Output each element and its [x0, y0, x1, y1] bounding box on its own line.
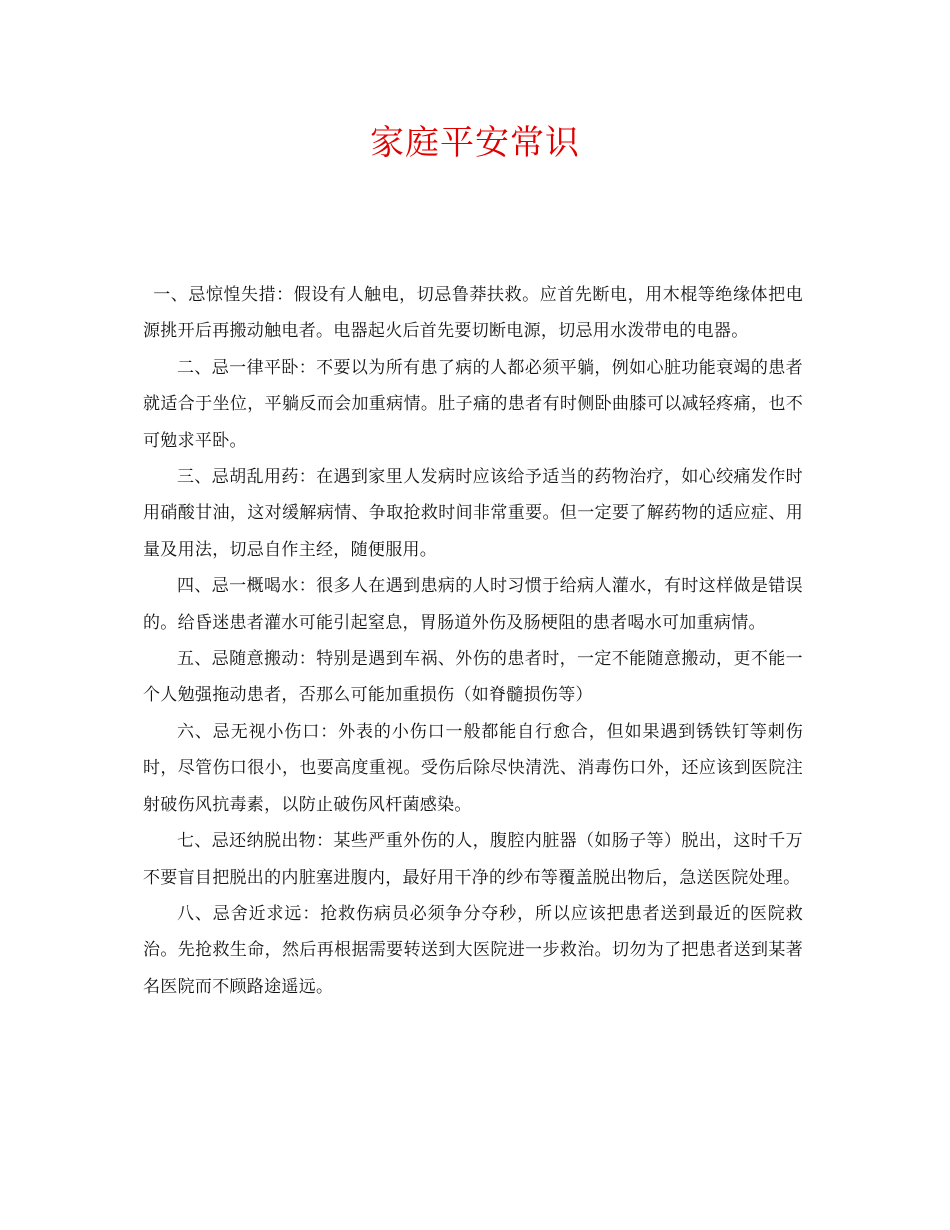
paragraph-6: 六、忌无视小伤口：外表的小伤口一般都能自行愈合，但如果遇到锈铁钉等刺伤时，尽管伤口很小，也要高度重视。受伤后除尽快清洗、消毒伤口外，还应该到医院注射破伤风抗毒素，以防止破伤风杆菌感染。 [143, 721, 803, 815]
paragraph-7: 七、忌还纳脱出物：某些严重外伤的人，腹腔内脏器（如肠子等）脱出，这时千万不要盲目把脱出的内脏塞进腹内，最好用干净的纱布等覆盖脱出物后，急送医院处理。 [143, 831, 803, 888]
paragraph-4: 四、忌一概喝水：很多人在遇到患病的人时习惯于给病人灌水，有时这样做是错误的。给昏迷患者灌水可能引起窒息，胃肠道外伤及肠梗阻的患者喝水可加重病情。 [143, 576, 803, 633]
paragraph-5: 五、忌随意搬动：特别是遇到车祸、外伤的患者时，一定不能随意搬动，更不能一个人勉强拖动患者，否那么可能加重损伤（如脊髓损伤等） [143, 649, 803, 706]
paragraph-2: 二、忌一律平卧：不要以为所有患了病的人都必须平躺，例如心脏功能衰竭的患者就适合于坐位，平躺反而会加重病情。肚子痛的患者有时侧卧曲膝可以减轻疼痛，也不可勉求平卧。 [143, 357, 803, 451]
document-title: 家庭平安常识 [370, 123, 580, 163]
paragraph-1: 一、忌惊惶失措：假设有人触电，切忌鲁莽扶救。应首先断电，用木棍等绝缘体把电源挑开后再搬动触电者。电器起火后首先要切断电源，切忌用水泼带电的电器。 [143, 285, 803, 342]
paragraph-3: 三、忌胡乱用药：在遇到家里人发病时应该给予适当的药物治疗，如心绞痛发作时用硝酸甘油，这对缓解病情、争取抢救时间非常重要。但一定要了解药物的适应症、用量及用法，切忌自作主经，随便服用。 [143, 467, 803, 560]
document-body [143, 277, 803, 1005]
paragraph-8: 八、忌舍近求远：抢救伤病员必须争分夺秒，所以应该把患者送到最近的医院救治。先抢救生命，然后再根据需要转送到大医院进一步救治。切勿为了把患者送到某著名医院而不顾路途遥远。 [143, 903, 803, 997]
